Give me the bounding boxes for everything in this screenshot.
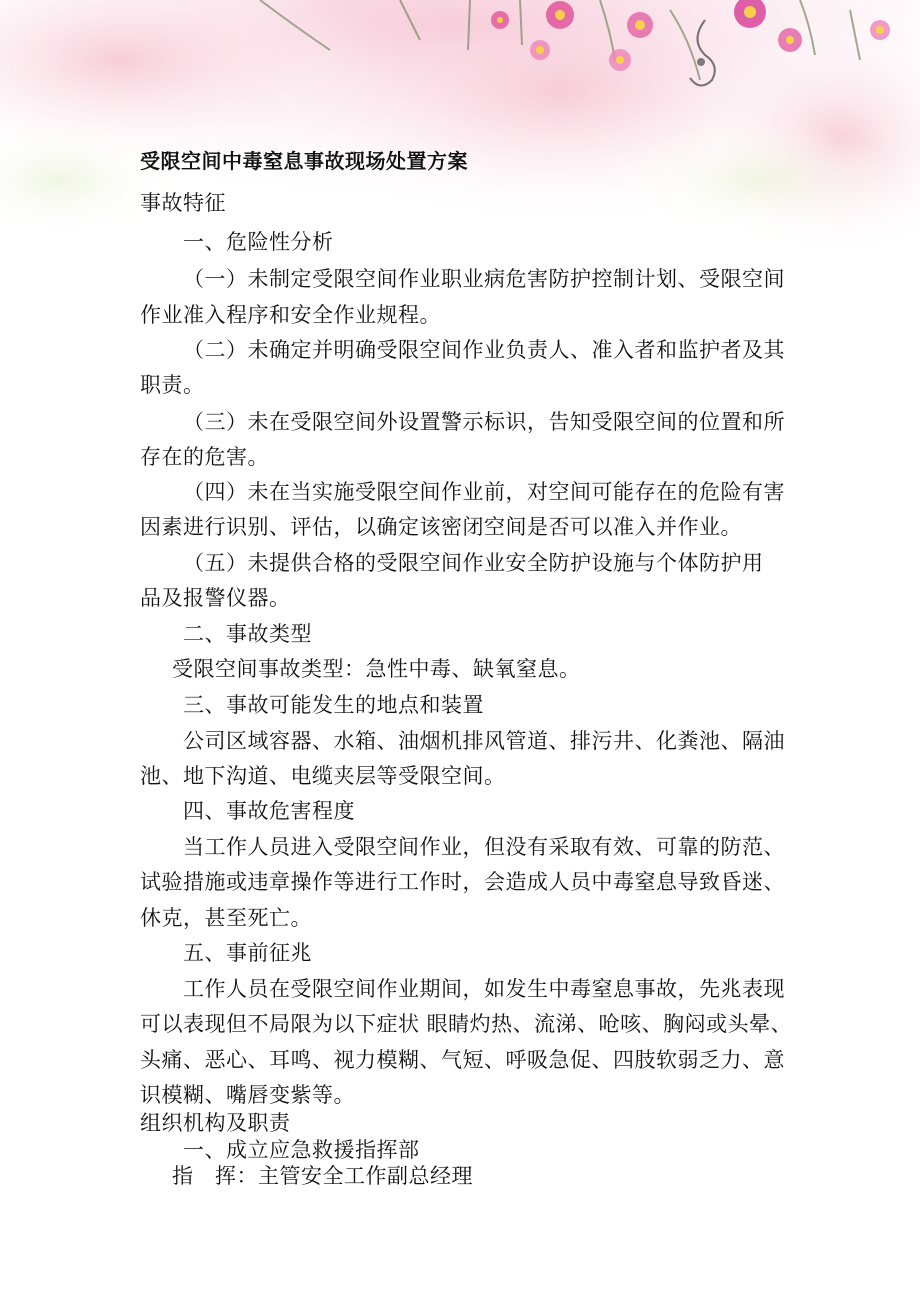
paragraph-line: 受限空间事故类型：急性中毒、缺氧窒息。: [172, 657, 581, 681]
heading-risk-analysis: 一、危险性分析: [183, 230, 334, 254]
heading-hazard-degree: 四、事故危害程度: [183, 799, 355, 823]
paragraph-line: 指 挥：主管安全工作副总经理: [172, 1164, 473, 1188]
heading-precursors: 五、事前征兆: [183, 941, 312, 965]
heading-location: 三、事故可能发生的地点和装置: [183, 693, 484, 717]
paragraph-line: 头痛、恶心、耳鸣、视力模糊、气短、呼吸急促、四肢软弱乏力、意: [140, 1048, 785, 1072]
paragraph-line: 当工作人员进入受限空间作业，但没有采取有效、可靠的防范、: [183, 835, 785, 859]
paragraph-line: 可以表现但不局限为以下症状 眼睛灼热、流涕、呛咳、胸闷或头晕、: [140, 1012, 793, 1036]
paragraph-line: 休克，甚至死亡。: [140, 906, 312, 930]
paragraph-line: （四）未在当实施受限空间作业前，对空间可能存在的危险有害: [183, 480, 785, 504]
paragraph-line: （五）未提供合格的受限空间作业安全防护设施与个体防护用: [183, 551, 764, 575]
paragraph-line: 作业准入程序和安全作业规程。: [140, 303, 441, 327]
paragraph-line: （二）未确定并明确受限空间作业负责人、准入者和监护者及其: [183, 338, 785, 362]
paragraph-line: 存在的危害。: [140, 445, 269, 469]
floral-banner-art: [0, 0, 920, 260]
document-title: 受限空间中毒窒息事故现场处置方案: [140, 149, 468, 173]
heading-command-center: 一、成立应急救援指挥部: [183, 1138, 420, 1162]
paragraph-line: 试验措施或违章操作等进行工作时，会造成人员中毒窒息导致昏迷、: [140, 870, 785, 894]
paragraph-line: 因素进行识别、评估，以确定该密闭空间是否可以准入并作业。: [140, 515, 742, 539]
paragraph-line: 池、地下沟道、电缆夹层等受限空间。: [140, 764, 506, 788]
section-heading-accident-features: 事故特征: [140, 191, 226, 215]
paragraph-line: 工作人员在受限空间作业期间，如发生中毒窒息事故，先兆表现: [183, 977, 785, 1001]
paragraph-line: （三）未在受限空间外设置警示标识，告知受限空间的位置和所: [183, 410, 785, 434]
heading-accident-type: 二、事故类型: [183, 622, 312, 646]
paragraph-line: 公司区域容器、水箱、油烟机排风管道、排污井、化粪池、隔油: [183, 729, 785, 753]
section-heading-organization: 组织机构及职责: [140, 1111, 291, 1135]
paragraph-line: 品及报警仪器。: [140, 586, 291, 610]
paragraph-line: （一）未制定受限空间作业职业病危害防护控制计划、受限空间: [183, 267, 785, 291]
paragraph-line: 识模糊、嘴唇变紫等。: [140, 1083, 355, 1107]
floral-banner: [0, 0, 920, 260]
paragraph-line: 职责。: [140, 373, 205, 397]
